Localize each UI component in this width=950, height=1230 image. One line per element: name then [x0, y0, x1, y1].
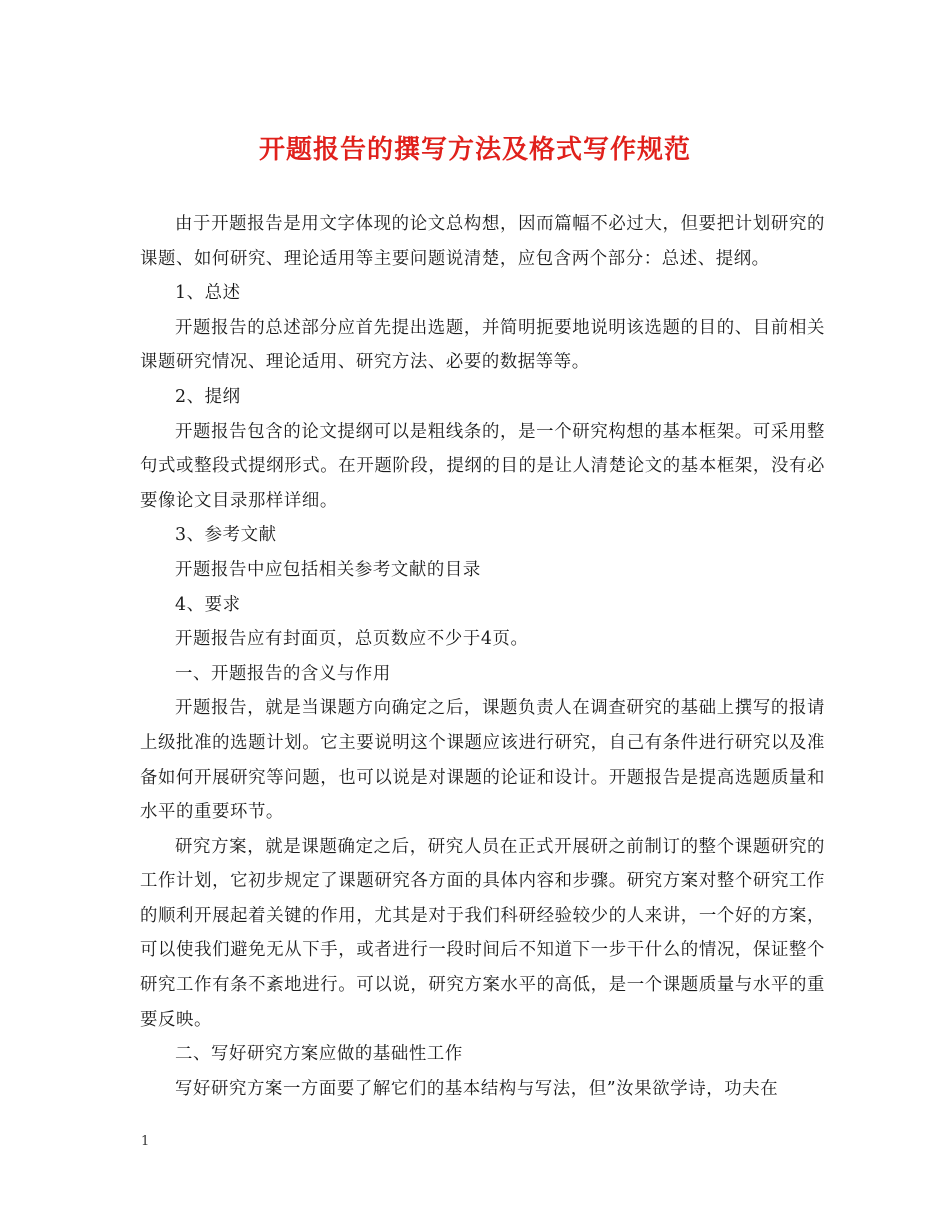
- section-heading-overview: 1、总述: [175, 283, 241, 304]
- paragraph-outline: 开题报告包含的论文提纲可以是粗线条的，是一个研究构想的基本框架。可采用整句式或整段式提纲形式。在开题阶段，提纲的目的是让人清楚论文的基本框架，没有必要像论文目录那样详细。: [140, 421, 825, 511]
- section-heading-requirements: 4、要求: [175, 594, 241, 615]
- document-body: [140, 207, 825, 1106]
- paragraph-groundwork: 写好研究方案一方面要了解它们的基本结构与写法，但”汝果欲学诗，功夫在: [175, 1078, 779, 1099]
- document-title: 开题报告的撰写方法及格式写作规范: [258, 135, 691, 165]
- paragraph-requirements: 开题报告应有封面页，总页数应不少于4页。: [175, 629, 529, 650]
- section-heading-groundwork: 二、写好研究方案应做的基础性工作: [175, 1044, 463, 1065]
- section-heading-outline: 2、提纲: [175, 386, 241, 407]
- section-heading-references: 3、参考文献: [175, 525, 277, 546]
- paragraph-research-plan: 研究方案，就是课题确定之后，研究人员在正式开展研之前制订的整个课题研究的工作计划，它初步规定了课题研究各方面的具体内容和步骤。研究方案对整个研究工作的顺利开展起着关键的作用，尤其是对于我们科研经验较少的人来讲，一个好的方案，可以使我们避免无从下手，或者进行一段时间后不知道下一步干什么的情况，保证整个研究工作有条不紊地进行。可以说，研究方案水平的高低，是一个课题质量与水平的重要反映。: [140, 836, 825, 1030]
- paragraph-meaning: 开题报告，就是当课题方向确定之后，课题负责人在调查研究的基础上撰写的报请上级批准的选题计划。它主要说明这个课题应该进行研究，自己有条件进行研究以及准备如何开展研究等问题，也可以说是对课题的论证和设计。开题报告是提高选题质量和水平的重要环节。: [140, 698, 825, 823]
- page-number: 1: [141, 1134, 150, 1149]
- paragraph-references: 开题报告中应包括相关参考文献的目录: [175, 559, 481, 580]
- paragraph-intro: 由于开题报告是用文字体现的论文总构想，因而篇幅不必过大，但要把计划研究的课题、如何研究、理论适用等主要问题说清楚，应包含两个部分：总述、提纲。: [140, 214, 825, 269]
- paragraph-overview: 开题报告的总述部分应首先提出选题，并简明扼要地说明该选题的目的、目前相关课题研究情况、理论适用、研究方法、必要的数据等等。: [140, 317, 825, 373]
- section-heading-meaning: 一、开题报告的含义与作用: [175, 663, 391, 684]
